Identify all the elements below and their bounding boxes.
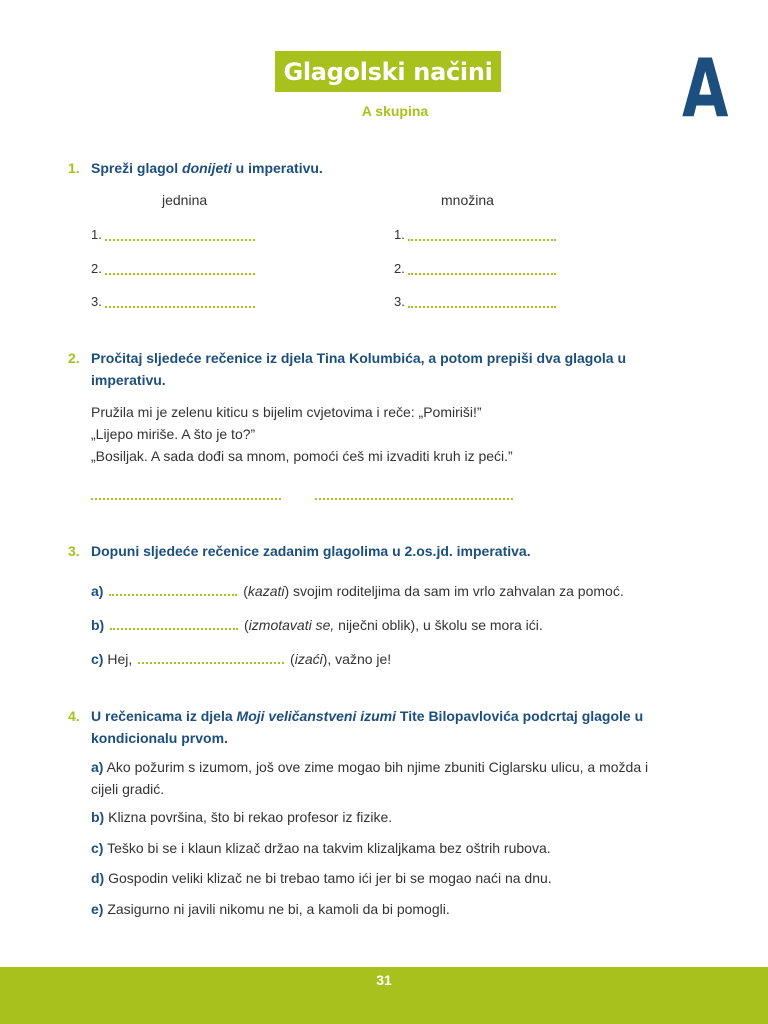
task4-d-line1: Gospodin veliki klizač ne bi trebao tamo ići jer bi se mogao naći na dnu. <box>108 870 552 886</box>
task1-text-a: Spreži glagol <box>91 160 183 176</box>
excerpt-line-2: „Lijepo miriše. A što je to?” <box>91 426 256 442</box>
task3-a-verb: kazati <box>247 583 285 599</box>
task3-c-verb: izaći <box>294 651 323 667</box>
task4-item-c <box>91 837 691 859</box>
title-banner <box>275 51 501 92</box>
task4-a-line1: Ako požurim s izumom, još ove zime mogao bih njime zbuniti Ciglarsku ulicu, a možda i <box>106 759 649 775</box>
task3-b-blank[interactable] <box>110 616 238 630</box>
task4-c-label: c) <box>91 840 104 856</box>
task1-number: 1. <box>68 160 80 176</box>
page-title: Glagolski načini <box>283 57 493 86</box>
task3-c-blank[interactable] <box>138 650 284 664</box>
column-plural: množina <box>441 192 494 208</box>
task3-item-c <box>91 648 391 670</box>
plural-row-3-label: 3. <box>394 294 405 309</box>
task3-item-b <box>91 614 543 636</box>
singular-row-2-label: 2. <box>91 261 102 276</box>
plural-row-2-label: 2. <box>394 261 405 276</box>
task1-text-b: u imperativu. <box>231 160 323 176</box>
task4-d-label: d) <box>91 870 105 886</box>
plural-row-1-label: 1. <box>394 227 405 242</box>
task3-item-a <box>91 580 624 602</box>
plural-row-3-blank[interactable] <box>408 306 556 308</box>
task2-excerpt <box>91 401 711 467</box>
task2-text-line1: Pročitaj sljedeće rečenice iz djela Tina Kolumbića, a potom prepiši dva glagola u <box>91 350 627 366</box>
singular-row-1-label: 1. <box>91 227 102 242</box>
task4-item-a <box>91 756 691 800</box>
task2-instruction <box>91 347 691 391</box>
task3-a-open: ( <box>243 583 248 599</box>
excerpt-line-3: „Bosiljak. A sada dođi sa mnom, pomoći ćeš mi izvaditi kruh iz peći.” <box>91 448 513 464</box>
task1-instruction <box>91 157 323 179</box>
column-singular: jednina <box>162 192 208 208</box>
task4-e-line1: Zasigurno ni javili nikomu ne bi, a kamoli da bi pomogli. <box>107 901 450 917</box>
task4-c-line1: Teško bi se i klaun klizač držao na takvim klizaljkama bez oštrih rubova. <box>107 840 551 856</box>
task3-b-label: b) <box>91 617 105 633</box>
task1-text-em: donijeti <box>182 160 232 176</box>
task4-text-line2: kondicionalu prvom. <box>91 730 228 746</box>
task2-text-line2: imperativu. <box>91 372 166 388</box>
task3-number: 3. <box>68 543 80 559</box>
task4-text-a: U rečenicama iz djela <box>91 708 237 724</box>
task4-text-em: Moji veličanstveni izumi <box>236 708 397 724</box>
task3-b-verb: izmotavati se, <box>248 617 335 633</box>
plural-row-2-blank[interactable] <box>408 273 556 275</box>
plural-row-1-blank[interactable] <box>408 239 556 241</box>
task3-a-blank[interactable] <box>109 582 237 596</box>
singular-row-2-blank[interactable] <box>105 273 255 275</box>
task3-b-rest: niječni oblik), u školu se mora ići. <box>334 617 543 633</box>
task3-instruction: Dopuni sljedeće rečenice zadanim glagolima u 2.os.jd. imperativa. <box>91 543 531 559</box>
task4-b-line1: Klizna površina, što bi rekao profesor iz fizike. <box>108 809 393 825</box>
task3-c-pre: Hej, <box>107 651 133 667</box>
singular-row-3-label: 3. <box>91 294 102 309</box>
task2-answer-blank-1[interactable] <box>91 498 281 500</box>
task3-a-rest: ) svojim roditeljima da sam im vrlo zahvalan za pomoć. <box>284 583 624 599</box>
task4-item-e <box>91 898 691 920</box>
task3-b-open: ( <box>244 617 249 633</box>
task4-number: 4. <box>68 708 80 724</box>
task4-item-b <box>91 806 691 828</box>
task4-a-line2: cijeli gradić. <box>91 781 165 797</box>
task3-a-label: a) <box>91 583 104 599</box>
page-subtitle: A skupina <box>361 103 429 119</box>
task3-c-rest: ), važno je! <box>322 651 392 667</box>
task3-c-open: ( <box>290 651 295 667</box>
task4-text-b: Tite Bilopavlovića podcrtaj glagole u <box>396 708 644 724</box>
task2-answer-blank-2[interactable] <box>315 498 513 500</box>
task4-a-label: a) <box>91 759 104 775</box>
task2-number: 2. <box>68 350 80 366</box>
singular-row-3-blank[interactable] <box>105 306 255 308</box>
excerpt-line-1: Pružila mi je zelenu kiticu s bijelim cvjetovima i reče: „Pomiriši!” <box>91 404 482 420</box>
task4-item-d <box>91 867 691 889</box>
task4-instruction <box>91 705 711 749</box>
page-number: 31 <box>376 972 392 988</box>
task4-e-label: e) <box>91 901 104 917</box>
group-letter: A <box>682 42 729 135</box>
task4-b-label: b) <box>91 809 105 825</box>
task4-text-line1 <box>91 705 711 727</box>
task3-c-label: c) <box>91 651 104 667</box>
singular-row-1-blank[interactable] <box>105 239 255 241</box>
